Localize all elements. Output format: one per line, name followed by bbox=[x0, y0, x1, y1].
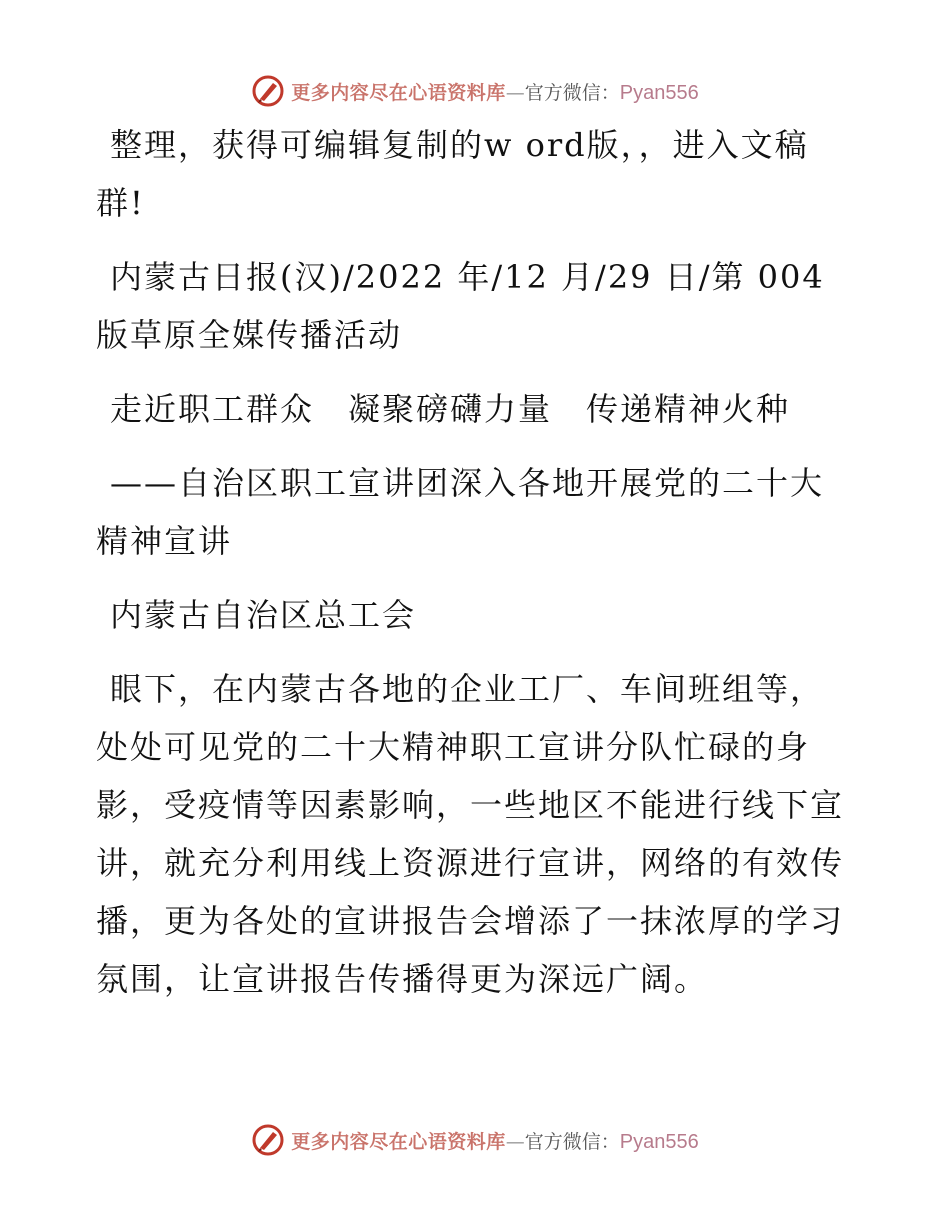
banner-wechat-id: Pyan556 bbox=[619, 81, 699, 104]
subheadline: ——自治区职工宣讲团深入各地开展党的二十大精神宣讲 bbox=[96, 464, 825, 560]
quill-logo-icon bbox=[251, 74, 285, 108]
intro-paragraph: 整理，获得可编辑复制的w ord版，，进入文稿群! bbox=[96, 126, 809, 222]
banner-dash: — bbox=[505, 1130, 525, 1153]
banner-wechat-label: 官方微信： bbox=[524, 1130, 620, 1153]
quill-logo-icon bbox=[251, 1123, 285, 1157]
headline: 走近职工群众 凝聚磅礴力量 传递精神火种 bbox=[110, 390, 791, 428]
banner-main-text: 更多内容尽在心语资料库 bbox=[291, 81, 506, 104]
document-body bbox=[96, 116, 856, 1008]
source-line: 内蒙古日报(汉)/2022 年/12 月/29 日/第 004 版草原全媒传播活动 bbox=[96, 258, 825, 354]
body-paragraph: 眼下，在内蒙古各地的企业工厂、车间班组等，处处可见党的二十大精神职工宣讲分队忙碌的身影，受疫情等因素影响，一些地区不能进行线下宣讲，就充分利用线上资源进行宣讲，网络的有效传播，更为各处的宣讲报告会增添了一抹浓厚的学习氛围，让宣讲报告传播得更为深远广阔。 bbox=[96, 670, 845, 998]
banner-dash: — bbox=[505, 81, 525, 104]
footer-banner bbox=[0, 1120, 950, 1160]
header-banner bbox=[0, 71, 950, 111]
banner-text bbox=[291, 1127, 699, 1154]
banner-wechat-id: Pyan556 bbox=[619, 1130, 699, 1153]
banner-text bbox=[291, 78, 699, 105]
banner-wechat-label: 官方微信： bbox=[524, 81, 620, 104]
banner-main-text: 更多内容尽在心语资料库 bbox=[291, 1130, 506, 1153]
author-line: 内蒙古自治区总工会 bbox=[110, 596, 417, 634]
